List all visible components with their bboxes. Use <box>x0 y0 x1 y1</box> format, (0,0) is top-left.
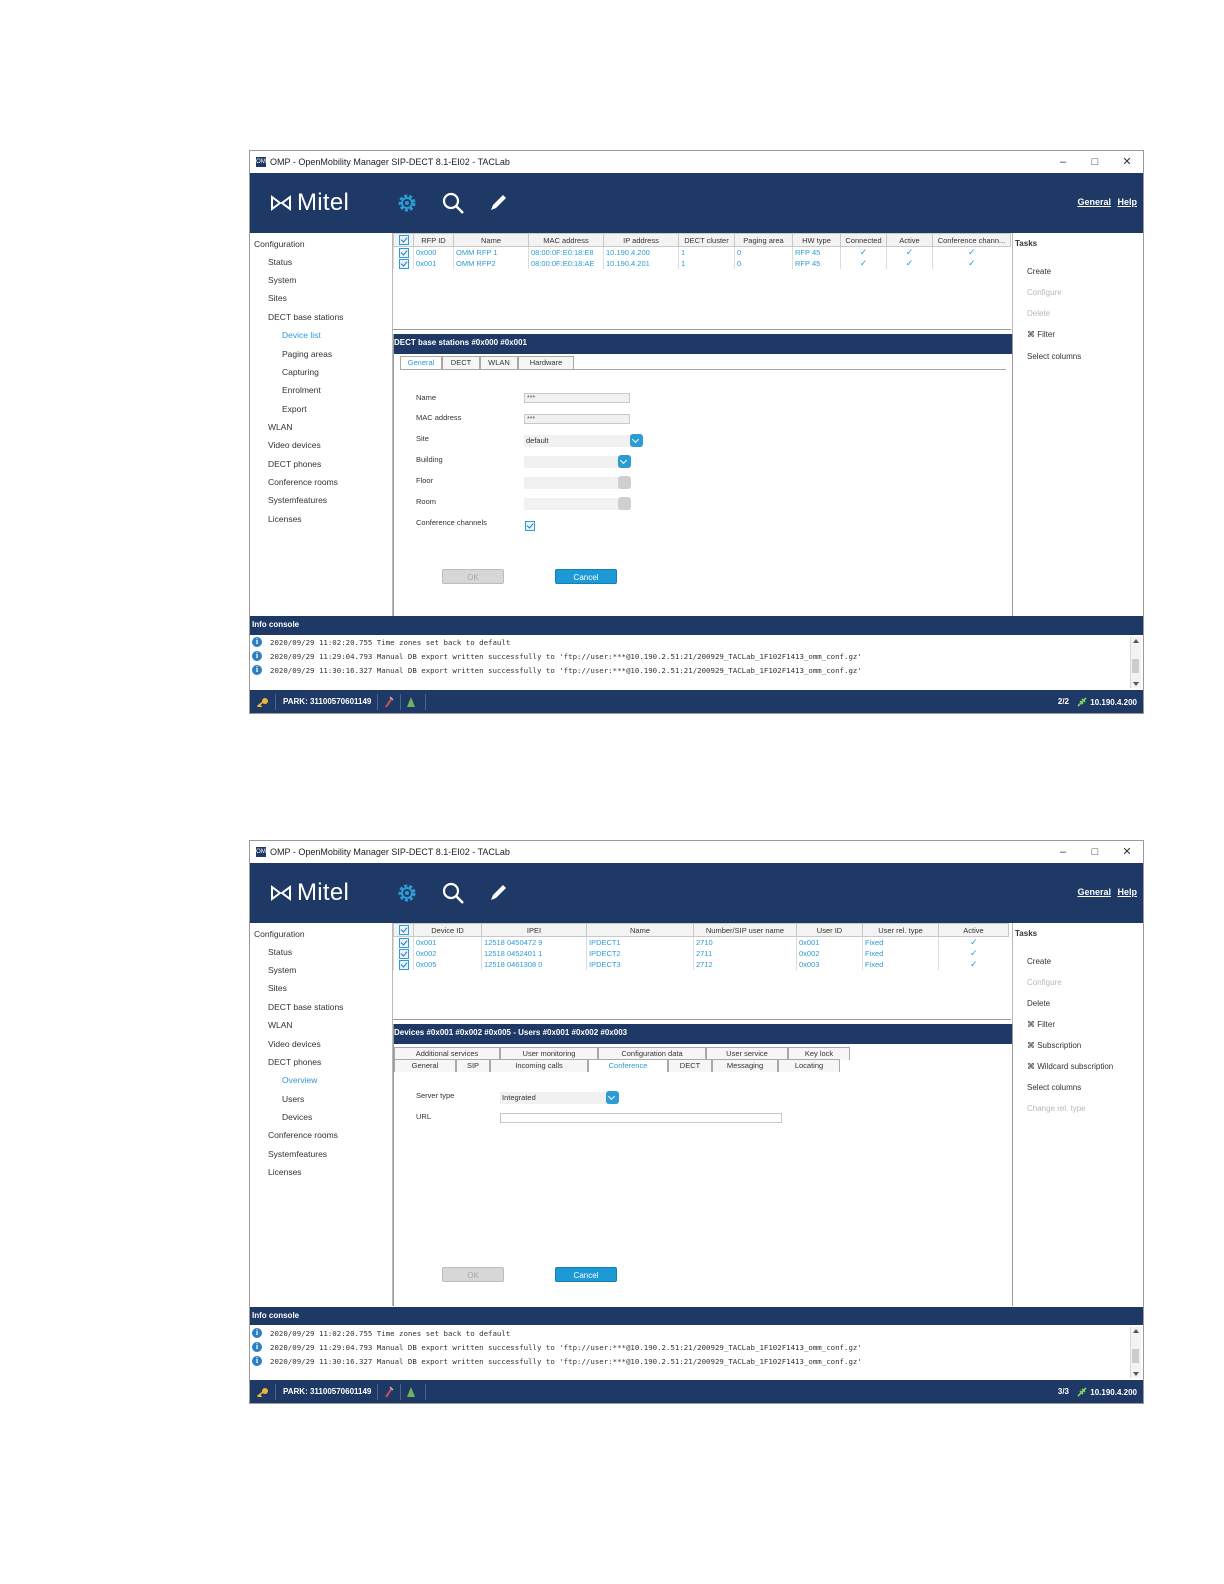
row-checkbox[interactable] <box>394 937 414 949</box>
column-header[interactable]: Paging area <box>735 234 793 247</box>
key-icon[interactable] <box>257 1387 269 1397</box>
omm-window-base-stations <box>249 150 1144 714</box>
table-cell: 0 <box>735 258 793 269</box>
nav-dect-base-stations[interactable]: DECT base stations <box>268 1002 344 1012</box>
table-cell: 0x002 <box>414 948 482 959</box>
nav-wlan[interactable]: WLAN <box>268 1020 293 1030</box>
help-link[interactable]: Help <box>1117 887 1137 897</box>
mitel-logo-icon <box>270 885 292 901</box>
task-filter[interactable]: ⌘ Filter <box>1027 330 1055 339</box>
help-link[interactable]: Help <box>1117 197 1137 207</box>
nav-licenses[interactable]: Licenses <box>268 514 302 524</box>
column-header[interactable]: Conference chann... <box>933 234 1011 247</box>
base-station-grid <box>393 233 1011 330</box>
key-icon[interactable] <box>257 697 269 707</box>
column-header[interactable]: MAC address <box>529 234 604 247</box>
column-header[interactable]: Number/SIP user name <box>694 924 797 937</box>
active-check-icon: ✓ <box>887 247 933 259</box>
nav-conference-rooms[interactable]: Conference rooms <box>268 1130 338 1140</box>
connection-status <box>1077 1387 1137 1397</box>
conference-channels-label: Conference channels <box>416 518 487 527</box>
tasks-title: Tasks <box>1015 239 1038 248</box>
conference-check-icon: ✓ <box>933 247 1011 259</box>
table-row[interactable] <box>394 937 1009 949</box>
table-cell: Fixed <box>863 959 939 970</box>
table-cell: 0x001 <box>414 258 454 269</box>
tab-dect[interactable]: DECT <box>668 1059 712 1072</box>
panel-title: DECT base stations #0x000 #0x001 <box>394 334 1012 354</box>
window-titlebar <box>250 151 1143 173</box>
building-label: Building <box>416 455 443 464</box>
nav-configuration[interactable]: Configuration <box>254 929 305 939</box>
nav-status[interactable]: Status <box>268 257 293 267</box>
tab-hardware[interactable]: Hardware <box>518 356 574 369</box>
park-number: PARK: 31100570601149 <box>283 697 372 706</box>
info-icon: i <box>252 651 262 661</box>
tab-wlan[interactable]: WLAN <box>480 356 518 369</box>
conference-check-icon: ✓ <box>933 258 1011 269</box>
info-icon: i <box>252 637 262 647</box>
task-filter[interactable]: ⌘ Filter <box>1027 1020 1055 1029</box>
site-label: Site <box>416 434 429 443</box>
tasks-panel <box>1012 233 1144 616</box>
task-select-columns[interactable]: Select columns <box>1027 352 1082 361</box>
nav-dect-phones[interactable]: DECT phones <box>268 1057 322 1067</box>
status-separator <box>275 1384 276 1400</box>
log-text: 2020/09/29 11:02:20.755 Time zones set back to default <box>270 1328 511 1338</box>
tab-locating[interactable]: Locating <box>778 1059 840 1072</box>
log-text: 2020/09/29 11:29:04.793 Manual DB export written successfully to 'ftp://user:***@10.190.2.51:21/200929_TACLab_1F102F1413_omm_conf.gz' <box>270 651 862 661</box>
alarm-tool-icon[interactable] <box>384 696 394 708</box>
cancel-button[interactable]: Cancel <box>555 1267 617 1282</box>
column-header[interactable]: Active <box>939 924 1009 937</box>
tab-incoming-calls[interactable]: Incoming calls <box>490 1059 588 1072</box>
tab-messaging[interactable]: Messaging <box>712 1059 778 1072</box>
tab-additional-services[interactable]: Additional services <box>394 1047 500 1060</box>
active-check-icon: ✓ <box>887 258 933 269</box>
column-header[interactable]: DECT cluster <box>679 234 735 247</box>
server-type-label: Server type <box>416 1091 455 1100</box>
log-text: 2020/09/29 11:30:16.327 Manual DB export written successfully to 'ftp://user:***@10.190.2.51:21/200929_TACLab_1F102F1413_omm_conf.gz' <box>270 665 862 675</box>
table-header-row <box>394 924 1009 937</box>
nav-systemfeatures[interactable]: Systemfeatures <box>268 495 328 505</box>
general-link[interactable]: General <box>1077 887 1111 897</box>
table-cell: 2710 <box>694 937 797 949</box>
column-header[interactable]: IPEI <box>482 924 587 937</box>
mac-address-field[interactable]: *** <box>524 414 630 424</box>
column-header[interactable]: Name <box>454 234 529 247</box>
table-cell: 2712 <box>694 959 797 970</box>
search-icon[interactable] <box>441 881 465 905</box>
table-cell: 0x001 <box>797 937 863 949</box>
floor-label: Floor <box>416 476 434 485</box>
log-text: 2020/09/29 11:30:16.327 Manual DB export written successfully to 'ftp://user:***@10.190.2.51:21/200929_TACLab_1F102F1413_omm_conf.gz' <box>270 1356 862 1366</box>
app-icon: OM <box>256 849 266 855</box>
task-delete: Delete <box>1027 309 1051 318</box>
alarm-tool-icon[interactable] <box>384 1386 394 1398</box>
row-checkbox[interactable] <box>394 247 414 259</box>
log-line <box>252 637 510 647</box>
nav-systemfeatures[interactable]: Systemfeatures <box>268 1149 328 1159</box>
task-subscription[interactable]: ⌘ Subscription <box>1027 1041 1082 1050</box>
table-cell: 0x000 <box>414 247 454 259</box>
table-cell: 0x002 <box>797 948 863 959</box>
column-header[interactable]: User ID <box>797 924 863 937</box>
edit-panel <box>393 334 1013 616</box>
app-icon: OM <box>256 159 266 165</box>
table-cell: 12518 0452401 1 <box>482 948 587 959</box>
connected-check-icon: ✓ <box>841 258 887 269</box>
status-separator <box>400 1384 401 1400</box>
nav-system[interactable]: System <box>268 965 297 975</box>
server-type-select[interactable] <box>500 1092 618 1104</box>
table-cell: RFP 45 <box>793 247 841 259</box>
phones-table <box>393 923 1009 970</box>
nav-devices[interactable]: Devices <box>282 1112 313 1122</box>
status-separator <box>400 694 401 710</box>
nav-capturing[interactable]: Capturing <box>282 367 319 377</box>
plug-connected-icon <box>1077 1387 1087 1397</box>
mitel-logo <box>270 189 349 217</box>
log-line <box>252 1356 862 1366</box>
table-cell: 0x001 <box>414 937 482 949</box>
tab-user-service[interactable]: User service <box>706 1047 788 1060</box>
table-cell: 2711 <box>694 948 797 959</box>
table-cell: 12518 0461308 0 <box>482 959 587 970</box>
maximize-button[interactable]: □ <box>1091 156 1099 168</box>
table-row[interactable] <box>394 258 1011 269</box>
task-configure: Configure <box>1027 288 1062 297</box>
tab-bar-row2 <box>394 1059 840 1072</box>
info-icon: i <box>252 1342 262 1352</box>
floor-select <box>524 477 630 489</box>
app-header <box>250 863 1143 923</box>
table-cell: Fixed <box>863 937 939 949</box>
general-link[interactable]: General <box>1077 197 1111 207</box>
status-separator <box>377 1384 378 1400</box>
task-create[interactable]: Create <box>1027 267 1052 276</box>
nav-export[interactable]: Export <box>282 404 307 414</box>
app-header <box>250 173 1143 233</box>
table-row[interactable] <box>394 948 1009 959</box>
task-change-rel-type: Change rel. type <box>1027 1104 1086 1113</box>
chevron-down-icon[interactable] <box>630 434 643 447</box>
minimize-button[interactable]: – <box>1059 156 1067 168</box>
column-header[interactable]: Connected <box>841 234 887 247</box>
url-label: URL <box>416 1112 432 1121</box>
select-all-checkbox[interactable] <box>394 924 414 937</box>
base-station-table <box>393 233 1011 269</box>
status-separator <box>275 694 276 710</box>
nav-enrolment[interactable]: Enrolment <box>282 385 321 395</box>
column-header[interactable]: Active <box>887 234 933 247</box>
table-cell: 08:00:0F:E0:18:E8 <box>529 247 604 259</box>
nav-sites[interactable]: Sites <box>268 983 287 993</box>
table-cell: 0x005 <box>414 959 482 970</box>
nav-wlan[interactable]: WLAN <box>268 422 293 432</box>
mitel-logo-icon <box>270 195 292 211</box>
window-titlebar <box>250 841 1143 863</box>
nav-status[interactable]: Status <box>268 947 293 957</box>
brand-name: Mitel <box>297 879 350 906</box>
nav-dect-phones[interactable]: DECT phones <box>268 459 322 469</box>
tab-key-lock[interactable]: Key lock <box>788 1047 850 1060</box>
edit-panel <box>393 1024 1013 1306</box>
table-cell: OMM RFP 1 <box>454 247 529 259</box>
log-text: 2020/09/29 11:02:20.755 Time zones set back to default <box>270 637 511 647</box>
info-icon: i <box>252 665 262 675</box>
table-cell: OMM RFP2 <box>454 258 529 269</box>
nav-paging-areas[interactable]: Paging areas <box>282 349 333 359</box>
nav-overview[interactable]: Overview <box>282 1075 318 1085</box>
nav-system[interactable]: System <box>268 275 297 285</box>
room-label: Room <box>416 497 437 506</box>
task-select-columns[interactable]: Select columns <box>1027 1083 1082 1092</box>
table-cell: 0x003 <box>797 959 863 970</box>
tab-sip[interactable]: SIP <box>456 1059 490 1072</box>
omm-window-dect-phones <box>249 840 1144 1404</box>
log-line <box>252 1328 510 1338</box>
chevron-down-icon[interactable] <box>606 1091 619 1104</box>
navigation-sidebar <box>250 923 393 1306</box>
info-console <box>250 1325 1143 1380</box>
server-ip: 10.190.4.200 <box>1090 697 1137 707</box>
tab-conference[interactable]: Conference <box>588 1059 668 1072</box>
nav-device-list[interactable]: Device list <box>282 330 321 340</box>
table-cell: Fixed <box>863 948 939 959</box>
table-row[interactable] <box>394 247 1011 259</box>
nav-conference-rooms[interactable]: Conference rooms <box>268 477 338 487</box>
info-console-title: Info console <box>250 616 1143 635</box>
task-configure: Configure <box>1027 978 1062 987</box>
active-check-icon: ✓ <box>939 948 1009 959</box>
console-scrollbar[interactable] <box>1130 637 1141 688</box>
table-cell: IPDECT3 <box>587 959 694 970</box>
tab-general[interactable]: General <box>400 356 442 369</box>
info-console-title: Info console <box>250 1307 1143 1326</box>
log-line <box>252 651 862 661</box>
nav-dect-base-stations[interactable]: DECT base stations <box>268 312 344 322</box>
site-select-value: default <box>526 436 549 445</box>
ok-button: OK <box>442 569 504 584</box>
active-check-icon: ✓ <box>939 937 1009 949</box>
log-line <box>252 665 862 675</box>
table-header-row <box>394 234 1011 247</box>
room-select <box>524 498 630 510</box>
nav-licenses[interactable]: Licenses <box>268 1167 302 1177</box>
row-checkbox[interactable] <box>394 258 414 269</box>
status-bar <box>250 1380 1143 1404</box>
active-check-icon: ✓ <box>939 959 1009 970</box>
status-separator <box>425 694 426 710</box>
info-console <box>250 635 1143 690</box>
tab-user-monitoring[interactable]: User monitoring <box>500 1047 598 1060</box>
phones-grid <box>393 923 1011 1020</box>
column-header[interactable]: HW type <box>793 234 841 247</box>
close-button[interactable]: ✕ <box>1122 846 1132 858</box>
status-bar <box>250 690 1143 714</box>
close-button[interactable]: ✕ <box>1122 156 1132 168</box>
tasks-panel <box>1012 923 1144 1306</box>
selection-count: 2/2 <box>1057 697 1069 706</box>
maximize-button[interactable]: □ <box>1091 846 1099 858</box>
park-number: PARK: 31100570601149 <box>283 1387 372 1396</box>
task-delete[interactable]: Delete <box>1027 999 1051 1008</box>
event-tool-icon[interactable] <box>406 696 416 708</box>
nav-video-devices[interactable]: Video devices <box>268 1039 321 1049</box>
gear-icon[interactable] <box>395 881 419 905</box>
navigation-sidebar <box>250 233 393 616</box>
tab-divider <box>400 369 1006 370</box>
chevron-down-icon[interactable] <box>618 455 631 468</box>
status-separator <box>377 694 378 710</box>
console-scrollbar[interactable] <box>1130 1327 1141 1378</box>
nav-video-devices[interactable]: Video devices <box>268 440 321 450</box>
nav-users[interactable]: Users <box>282 1094 305 1104</box>
minimize-button[interactable]: – <box>1059 846 1067 858</box>
nav-configuration[interactable]: Configuration <box>254 239 305 249</box>
event-tool-icon[interactable] <box>406 1386 416 1398</box>
select-all-checkbox[interactable] <box>394 234 414 247</box>
column-header[interactable]: Device ID <box>414 924 482 937</box>
plug-connected-icon <box>1077 697 1087 707</box>
connected-check-icon: ✓ <box>841 247 887 259</box>
name-label: Name <box>416 393 437 402</box>
pencil-icon[interactable] <box>486 191 510 215</box>
site-select[interactable] <box>524 435 642 447</box>
gear-icon[interactable] <box>395 191 419 215</box>
column-header[interactable]: IP address <box>604 234 679 247</box>
tab-dect[interactable]: DECT <box>442 356 480 369</box>
info-icon: i <box>252 1356 262 1366</box>
brand-name: Mitel <box>297 189 350 216</box>
table-cell: RFP 45 <box>793 258 841 269</box>
status-separator <box>425 1384 426 1400</box>
column-header[interactable]: RFP ID <box>414 234 454 247</box>
server-ip: 10.190.4.200 <box>1090 1387 1137 1397</box>
row-checkbox[interactable] <box>394 948 414 959</box>
url-field[interactable] <box>500 1113 782 1123</box>
column-header[interactable]: User rel. type <box>863 924 939 937</box>
log-line <box>252 1342 862 1352</box>
row-checkbox[interactable] <box>394 959 414 970</box>
window-title: OMP - OpenMobility Manager SIP-DECT 8.1-EI02 - TACLab <box>270 157 510 167</box>
table-cell: 1 <box>679 247 735 259</box>
dropdown-disabled-icon <box>618 476 631 489</box>
table-cell: 10.190.4.200 <box>604 247 679 259</box>
task-create[interactable]: Create <box>1027 957 1052 966</box>
log-text: 2020/09/29 11:29:04.793 Manual DB export written successfully to 'ftp://user:***@10.190.2.51:21/200929_TACLab_1F102F1413_omm_conf.gz' <box>270 1342 862 1352</box>
table-row[interactable] <box>394 959 1009 970</box>
dropdown-disabled-icon <box>618 497 631 510</box>
name-field[interactable]: *** <box>524 393 630 403</box>
nav-sites[interactable]: Sites <box>268 293 287 303</box>
tab-general[interactable]: General <box>394 1059 456 1072</box>
table-cell: 1 <box>679 258 735 269</box>
tasks-title: Tasks <box>1015 929 1038 938</box>
selection-count: 3/3 <box>1057 1387 1069 1396</box>
table-cell: IPDECT2 <box>587 948 694 959</box>
window-title: OMP - OpenMobility Manager SIP-DECT 8.1-EI02 - TACLab <box>270 847 510 857</box>
table-cell: IPDECT1 <box>587 937 694 949</box>
server-type-value: Integrated <box>502 1093 536 1102</box>
ok-button: OK <box>442 1267 504 1282</box>
tab-configuration-data[interactable]: Configuration data <box>598 1047 706 1060</box>
search-icon[interactable] <box>441 191 465 215</box>
pencil-icon[interactable] <box>486 881 510 905</box>
panel-title: Devices #0x001 #0x002 #0x005 - Users #0x001 #0x002 #0x003 <box>394 1024 1012 1044</box>
table-cell: 0 <box>735 247 793 259</box>
task-wildcard-subscription[interactable]: ⌘ Wildcard subscription <box>1027 1062 1114 1071</box>
column-header[interactable]: Name <box>587 924 694 937</box>
cancel-button[interactable]: Cancel <box>555 569 617 584</box>
connection-status <box>1077 697 1137 707</box>
mitel-logo <box>270 879 349 907</box>
table-cell: 12518 0450472 9 <box>482 937 587 949</box>
conference-channels-checkbox[interactable] <box>525 521 535 531</box>
table-cell: 08:00:0F:E0:18:AE <box>529 258 604 269</box>
table-cell: 10.190.4.201 <box>604 258 679 269</box>
info-icon: i <box>252 1328 262 1338</box>
mac-address-label: MAC address <box>416 413 462 422</box>
tab-bar <box>400 356 574 369</box>
building-select[interactable] <box>524 456 630 468</box>
